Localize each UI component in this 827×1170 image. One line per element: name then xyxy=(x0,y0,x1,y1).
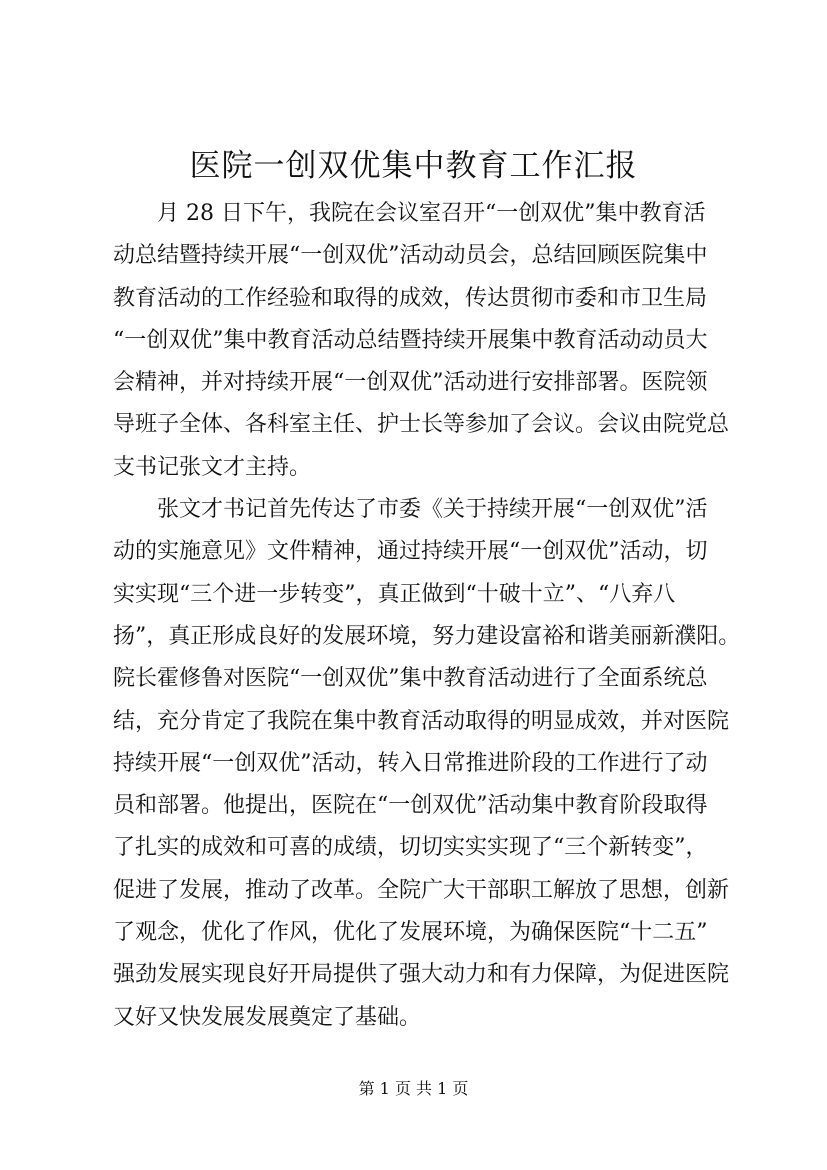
text-line: 实实现“三个进一步转变”，真正做到“十破十立”、“八弃八 xyxy=(113,581,676,607)
text-line: 员和部署。他提出，医院在“一创双优”活动集中教育阶段取得 xyxy=(113,793,708,819)
text-line: “一创双优”集中教育活动总结暨持续开展集中教育活动动员大 xyxy=(113,327,708,353)
text-line: 导班子全体、各科室主任、护士长等参加了会议。会议由院党总 xyxy=(113,412,730,438)
text-line: 月 28 日下午，我院在会议室召开“一创双优”集中教育活 xyxy=(157,201,706,226)
text-line: 动的实施意见》文件精神，通过持续开展“一创双优”活动，切 xyxy=(113,539,708,565)
text-line: 教育活动的工作经验和取得的成效，传达贯彻市委和市卫生局 xyxy=(113,285,708,311)
text-line: 强劲发展实现良好开局提供了强大动力和有力保障，为促进医院 xyxy=(113,962,730,988)
text-line: 了扎实的成效和可喜的成绩，切切实实实现了“三个新转变”， xyxy=(113,835,708,861)
paragraph-1 xyxy=(113,193,730,489)
text-line: 持续开展“一创双优”活动，转入日常推进阶段的工作进行了动 xyxy=(113,750,708,776)
text-line: 扬”，真正形成良好的发展环境，努力建设富裕和谐美丽新濮阳。 xyxy=(113,623,741,649)
text-line: 了观念，优化了作风，优化了发展环境，为确保医院“十二五” xyxy=(113,920,708,946)
text-line: 会精神，并对持续开展“一创双优”活动进行安排部署。医院领 xyxy=(113,370,708,396)
text-line: 张文才书记首先传达了市委《关于持续开展“一创双优”活 xyxy=(157,497,708,523)
text-line: 结，充分肯定了我院在集中教育活动取得的明显成效，并对医院 xyxy=(113,708,730,734)
text-line: 促进了发展，推动了改革。全院广大干部职工解放了思想，创新 xyxy=(113,877,730,903)
paragraph-2 xyxy=(113,489,741,1039)
text-line: 院长霍修鲁对医院“一创双优”集中教育活动进行了全面系统总 xyxy=(113,666,708,692)
text-line: 动总结暨持续开展“一创双优”活动动员会，总结回顾医院集中 xyxy=(113,243,708,269)
text-line: 支书记张文才主持。 xyxy=(113,454,312,480)
document-title: 医院一创双优集中教育工作汇报 xyxy=(189,148,638,184)
document-body xyxy=(113,193,741,1039)
page-footer: 第 1 页 共 1 页 xyxy=(358,1079,469,1098)
text-line: 又好又快发展发展奠定了基础。 xyxy=(113,1004,422,1030)
